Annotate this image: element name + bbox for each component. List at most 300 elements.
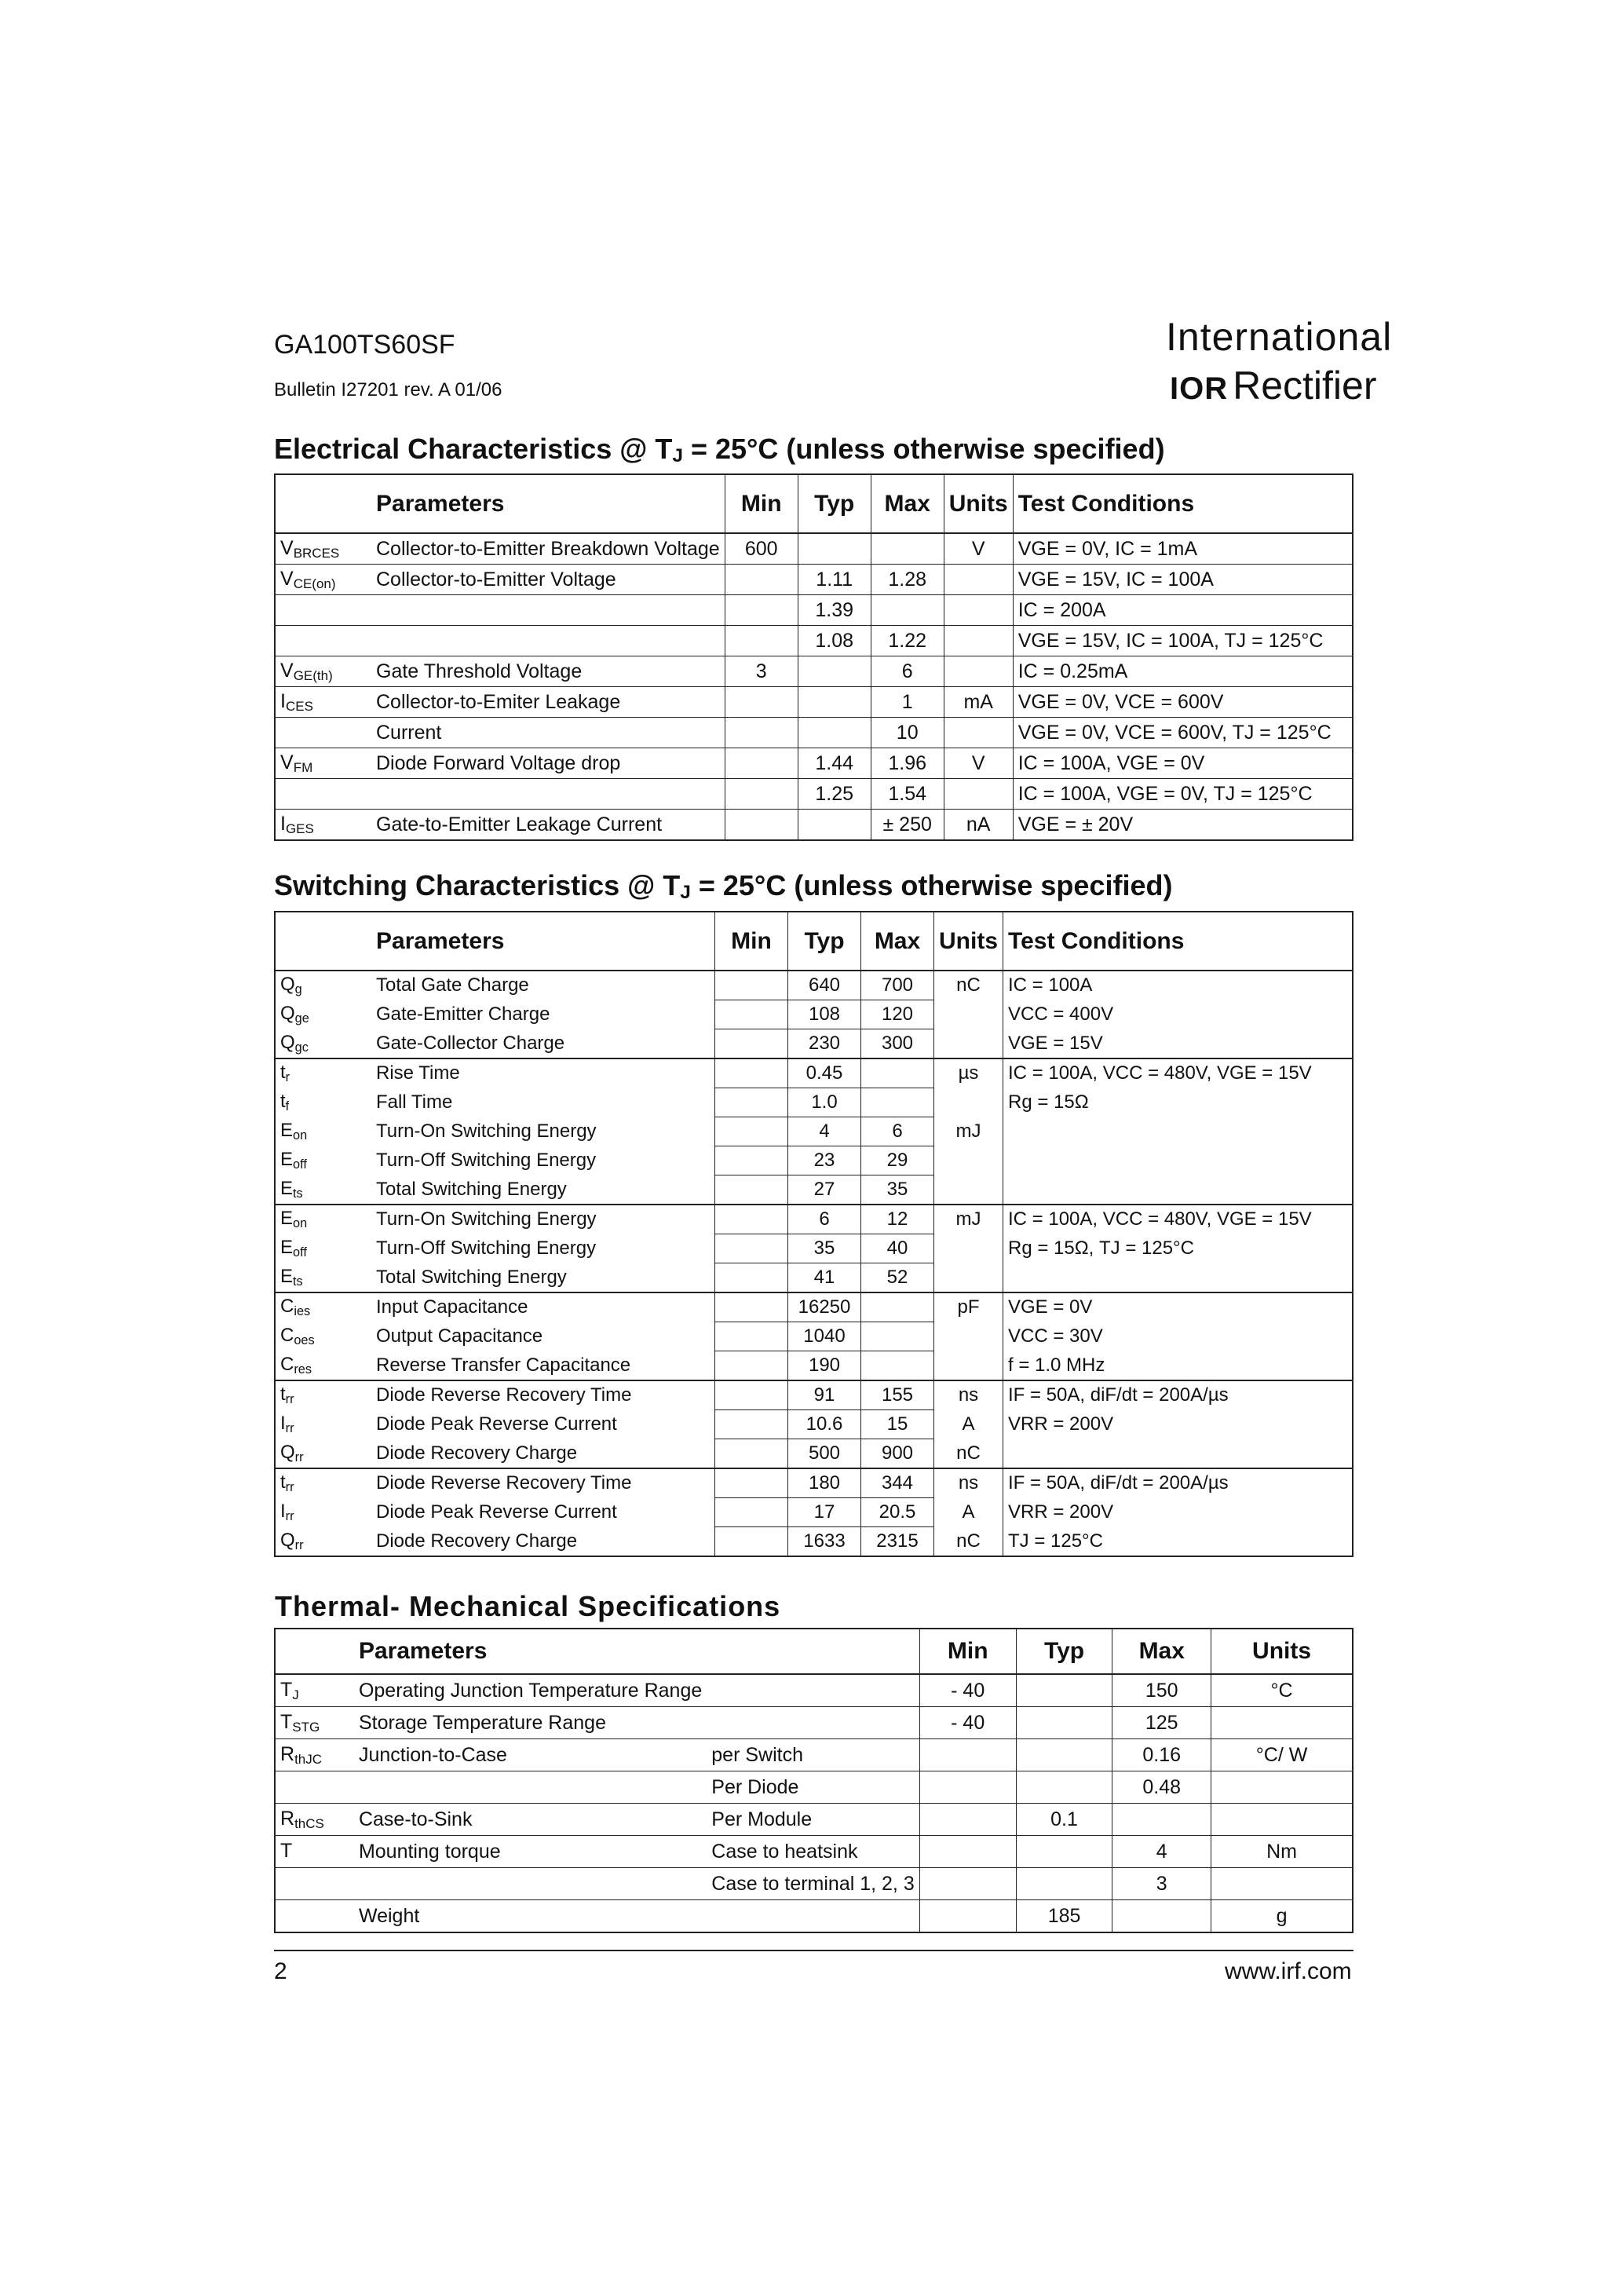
- typ-cell: 0.1: [1016, 1804, 1112, 1836]
- test-condition-cell: Rg = 15Ω: [1003, 1088, 1353, 1117]
- table-row: [275, 1804, 1353, 1836]
- typ-cell: 17: [788, 1498, 861, 1527]
- symbol-cell: [275, 1117, 371, 1146]
- symbol: I: [280, 1501, 286, 1522]
- symbol-subscript: rr: [285, 1509, 294, 1523]
- table-header-row: [275, 912, 1353, 971]
- symbol-subscript: off: [293, 1245, 307, 1260]
- min-cell: [715, 1205, 788, 1234]
- table-row: [275, 1263, 1353, 1293]
- symbol-subscript: GES: [285, 821, 314, 836]
- min-cell: [715, 1380, 788, 1410]
- units-cell: [934, 1263, 1003, 1293]
- symbol: R: [280, 1807, 295, 1830]
- units-cell: [944, 565, 1013, 595]
- symbol: E: [280, 1177, 294, 1199]
- units-cell: nC: [934, 1527, 1003, 1557]
- typ-cell: 1.08: [798, 626, 871, 656]
- parameter-cell: Storage Temperature Range: [354, 1707, 707, 1739]
- table-row: [275, 1527, 1353, 1557]
- parameter-cell: Junction-to-Case: [354, 1739, 707, 1771]
- symbol-cell: [275, 1527, 371, 1557]
- test-condition-cell: IC = 100A: [1003, 971, 1353, 1000]
- min-cell: [715, 1029, 788, 1059]
- symbol-cell: [275, 1439, 371, 1469]
- symbol: I: [280, 812, 286, 835]
- symbol-cell: [275, 1351, 371, 1381]
- parameter-cell: Fall Time: [376, 1091, 453, 1113]
- table-row: [275, 1868, 1353, 1900]
- typ-cell: 27: [788, 1175, 861, 1205]
- parameter-cell: Turn-Off Switching Energy: [376, 1150, 597, 1171]
- test-condition-cell: Rg = 15Ω, TJ = 125°C: [1003, 1234, 1353, 1263]
- symbol-cell: [275, 1058, 371, 1088]
- symbol: V: [280, 536, 294, 559]
- test-condition-cell: IC = 100A, VGE = 0V: [1013, 748, 1353, 779]
- test-condition-cell: VCC = 30V: [1003, 1322, 1353, 1351]
- symbol-cell: [275, 810, 371, 841]
- symbol-subscript: STG: [292, 1719, 320, 1735]
- symbol-subscript: on: [293, 1128, 308, 1143]
- electrical-characteristics-table: [274, 473, 1353, 841]
- min-cell: [715, 1292, 788, 1322]
- test-condition-cell: VCC = 400V: [1003, 1000, 1353, 1029]
- typ-cell: 16250: [788, 1292, 861, 1322]
- header-typ: Typ: [1016, 1629, 1112, 1674]
- min-cell: 600: [725, 533, 798, 565]
- symbol: R: [280, 1742, 295, 1765]
- typ-cell: 6: [788, 1205, 861, 1234]
- typ-cell: 185: [1016, 1900, 1112, 1933]
- symbol: E: [280, 1208, 294, 1230]
- units-cell: g: [1211, 1900, 1353, 1933]
- table-row: [275, 1000, 1353, 1029]
- table-row: [275, 1175, 1353, 1205]
- table-row: [275, 687, 1353, 718]
- min-cell: - 40: [919, 1707, 1016, 1739]
- symbol-subscript: FM: [293, 759, 313, 775]
- max-cell: [861, 1058, 934, 1088]
- table-row: [275, 779, 1353, 810]
- test-condition-cell: [1003, 1439, 1353, 1469]
- max-cell: 300: [861, 1029, 934, 1059]
- table-row: [275, 1498, 1353, 1527]
- parameter-cell: Total Switching Energy: [376, 1178, 567, 1200]
- sub-parameter-cell: Per Module: [707, 1804, 919, 1836]
- symbol-subscript: thJC: [294, 1751, 323, 1767]
- symbol-subscript: ies: [294, 1304, 311, 1319]
- units-cell: pF: [934, 1292, 1003, 1322]
- max-cell: [861, 1088, 934, 1117]
- min-cell: [715, 1146, 788, 1175]
- units-cell: [934, 1322, 1003, 1351]
- symbol-cell: [275, 1771, 354, 1804]
- units-cell: [934, 1088, 1003, 1117]
- parameter-cell: Total Gate Charge: [371, 971, 715, 1000]
- max-cell: 4: [1112, 1836, 1211, 1868]
- parameter-cell: [354, 1771, 707, 1804]
- typ-cell: 1.25: [798, 779, 871, 810]
- header-parameters: Parameters: [371, 912, 715, 971]
- typ-cell: 1.44: [798, 748, 871, 779]
- symbol: E: [280, 1237, 294, 1258]
- parameter-cell: Gate-Collector Charge: [376, 1032, 565, 1054]
- logo-rectifier: [1170, 363, 1377, 408]
- max-cell: 1.96: [871, 748, 944, 779]
- min-cell: [725, 595, 798, 626]
- symbol-subscript: rr: [285, 1480, 294, 1495]
- symbol: C: [280, 1296, 294, 1318]
- symbol: E: [280, 1120, 294, 1141]
- parameter-cell: Gate-Emitter Charge: [376, 1004, 550, 1025]
- min-cell: [715, 1527, 788, 1557]
- symbol: V: [280, 659, 294, 682]
- table-row: [275, 1292, 1353, 1322]
- min-cell: [725, 810, 798, 841]
- test-condition-cell: [1003, 1263, 1353, 1293]
- units-cell: ns: [934, 1380, 1003, 1410]
- max-cell: [1112, 1804, 1211, 1836]
- test-condition-cell: [1003, 1175, 1353, 1205]
- test-condition-cell: VGE = 15V, IC = 100A: [1013, 565, 1353, 595]
- min-cell: [725, 687, 798, 718]
- test-condition-cell: IC = 200A: [1013, 595, 1353, 626]
- units-cell: [934, 1000, 1003, 1029]
- test-condition-cell: TJ = 125°C: [1003, 1527, 1353, 1557]
- parameter-cell: Rise Time: [371, 1058, 715, 1088]
- max-cell: [861, 1351, 934, 1381]
- symbol: C: [280, 1353, 294, 1375]
- typ-cell: [1016, 1707, 1112, 1739]
- header-test-conditions: Test Conditions: [1013, 474, 1353, 533]
- table-row: [275, 1468, 1353, 1498]
- max-cell: 10: [871, 718, 944, 748]
- units-cell: [934, 1029, 1003, 1059]
- units-cell: [944, 656, 1013, 687]
- parameter-cell: Case-to-Sink: [354, 1804, 707, 1836]
- sub-parameter-cell: Case to heatsink: [707, 1836, 919, 1868]
- table-row: [275, 1739, 1353, 1771]
- table-row: [275, 1234, 1353, 1263]
- test-condition-cell: VGE = 0V, IC = 1mA: [1013, 533, 1353, 565]
- symbol-cell: [275, 1468, 371, 1498]
- symbol-cell: [275, 595, 371, 626]
- sub-parameter-cell: Case to terminal 1, 2, 3: [707, 1868, 919, 1900]
- header-typ: Typ: [788, 912, 861, 971]
- table-row: [275, 1117, 1353, 1146]
- test-condition-cell: [1003, 1146, 1353, 1175]
- typ-cell: 35: [788, 1234, 861, 1263]
- typ-cell: 1040: [788, 1322, 861, 1351]
- symbol-subscript: CES: [285, 698, 313, 714]
- max-cell: 900: [861, 1439, 934, 1469]
- parameter-cell: Diode Reverse Recovery Time: [371, 1468, 715, 1498]
- max-cell: 700: [861, 971, 934, 1000]
- units-cell: mJ: [934, 1205, 1003, 1234]
- max-cell: 125: [1112, 1707, 1211, 1739]
- symbol-cell: [275, 1410, 371, 1439]
- max-cell: 3: [1112, 1868, 1211, 1900]
- typ-cell: 1.39: [798, 595, 871, 626]
- symbol-subscript: oes: [294, 1333, 315, 1347]
- typ-cell: 10.6: [788, 1410, 861, 1439]
- units-cell: °C/ W: [1211, 1739, 1353, 1771]
- typ-cell: 41: [788, 1263, 861, 1293]
- table-row: [275, 1900, 1353, 1933]
- symbol: t: [280, 1062, 286, 1084]
- typ-cell: 1.0: [788, 1088, 861, 1117]
- sub-parameter-cell: [707, 1674, 919, 1707]
- parameter-cell: Input Capacitance: [371, 1292, 715, 1322]
- header-max: Max: [871, 474, 944, 533]
- max-cell: 150: [1112, 1674, 1211, 1707]
- symbol-cell: [275, 971, 371, 1000]
- header-symbol: [275, 474, 371, 533]
- max-cell: 120: [861, 1000, 934, 1029]
- typ-cell: [1016, 1674, 1112, 1707]
- symbol-subscript: ts: [293, 1274, 303, 1289]
- typ-cell: 1633: [788, 1527, 861, 1557]
- units-cell: [1211, 1804, 1353, 1836]
- units-cell: [934, 1351, 1003, 1381]
- min-cell: [715, 1263, 788, 1293]
- thermal-mechanical-table: [274, 1628, 1353, 1933]
- parameter-cell: Diode Reverse Recovery Time: [371, 1380, 715, 1410]
- sub-parameter-cell: [707, 1900, 919, 1933]
- table-header-row: [275, 474, 1353, 533]
- min-cell: [715, 1498, 788, 1527]
- electrical-characteristics-title: Electrical Characteristics @ $T_J = 25^\circ C$ (unless otherwise specified): [274, 433, 1165, 466]
- header-units: Units: [934, 912, 1003, 971]
- parameter-cell: Turn-Off Switching Energy: [376, 1238, 597, 1259]
- symbol-subscript: on: [293, 1216, 308, 1231]
- switching-characteristics-title: Switching Characteristics @ $T_J = 25^\circ C$ (unless otherwise specified): [274, 869, 1173, 903]
- parameter-cell: Turn-On Switching Energy: [371, 1205, 715, 1234]
- parameter-cell: Gate-to-Emitter Leakage Current: [371, 810, 725, 841]
- symbol: E: [280, 1265, 294, 1287]
- units-cell: nA: [944, 810, 1013, 841]
- parameter-cell: Current: [371, 718, 725, 748]
- symbol-cell: [275, 748, 371, 779]
- symbol: I: [280, 689, 286, 712]
- max-cell: 1: [871, 687, 944, 718]
- symbol: I: [280, 1413, 286, 1434]
- symbol-subscript: rr: [285, 1421, 294, 1435]
- table-row: [275, 656, 1353, 687]
- symbol-cell: [275, 1234, 371, 1263]
- units-cell: A: [934, 1498, 1003, 1527]
- max-cell: [871, 595, 944, 626]
- min-cell: [919, 1804, 1016, 1836]
- sub-parameter-cell: Per Diode: [707, 1771, 919, 1804]
- header-units: Units: [1211, 1629, 1353, 1674]
- symbol-cell: [275, 687, 371, 718]
- min-cell: [919, 1900, 1016, 1933]
- table-row: [275, 1029, 1353, 1059]
- symbol-cell: [275, 626, 371, 656]
- logo-international: International: [1166, 315, 1393, 359]
- footer-divider: [274, 1950, 1353, 1951]
- min-cell: [919, 1868, 1016, 1900]
- symbol: C: [280, 1325, 294, 1346]
- max-cell: 1.22: [871, 626, 944, 656]
- units-cell: Nm: [1211, 1836, 1353, 1868]
- symbol-subscript: ge: [294, 1011, 309, 1026]
- min-cell: [715, 1234, 788, 1263]
- max-cell: 0.16: [1112, 1739, 1211, 1771]
- units-cell: nC: [934, 971, 1003, 1000]
- table-row: [275, 595, 1353, 626]
- min-cell: [919, 1739, 1016, 1771]
- table-row: [275, 810, 1353, 841]
- table-row: [275, 1146, 1353, 1175]
- symbol-cell: [275, 1088, 371, 1117]
- typ-cell: [798, 656, 871, 687]
- units-cell: [944, 595, 1013, 626]
- max-cell: 0.48: [1112, 1771, 1211, 1804]
- max-cell: 40: [861, 1234, 934, 1263]
- max-cell: 6: [861, 1117, 934, 1146]
- symbol: T: [280, 1839, 293, 1862]
- typ-cell: [1016, 1771, 1112, 1804]
- min-cell: [715, 1000, 788, 1029]
- table-row: [275, 1205, 1353, 1234]
- header-parameters: Parameters: [354, 1629, 919, 1674]
- min-cell: [715, 1351, 788, 1381]
- parameter-cell: [354, 1868, 707, 1900]
- header-max: Max: [861, 912, 934, 971]
- parameter-cell: Collector-to-Emitter Breakdown Voltage: [371, 533, 725, 565]
- test-condition-cell: IC = 100A, VGE = 0V, TJ = 125°C: [1013, 779, 1353, 810]
- typ-cell: [798, 533, 871, 565]
- max-cell: 29: [861, 1146, 934, 1175]
- table-row: [275, 1771, 1353, 1804]
- table-row: [275, 1707, 1353, 1739]
- test-condition-cell: f = 1.0 MHz: [1003, 1351, 1353, 1381]
- sub-parameter-cell: [707, 1707, 919, 1739]
- symbol-cell: [275, 1000, 371, 1029]
- table-row: [275, 1439, 1353, 1469]
- max-cell: 12: [861, 1205, 934, 1234]
- max-cell: [861, 1292, 934, 1322]
- symbol: Q: [280, 974, 295, 996]
- header-units: Units: [944, 474, 1013, 533]
- max-cell: 20.5: [861, 1498, 934, 1527]
- max-cell: 155: [861, 1380, 934, 1410]
- test-condition-cell: [1003, 1117, 1353, 1146]
- symbol-subscript: J: [292, 1687, 299, 1702]
- units-cell: mA: [944, 687, 1013, 718]
- parameter-cell: Collector-to-Emiter Leakage: [371, 687, 725, 718]
- symbol: Q: [280, 1031, 295, 1053]
- thermal-mechanical-title: Thermal- Mechanical Specifications: [275, 1590, 781, 1622]
- table-row: [275, 1674, 1353, 1707]
- units-cell: [1211, 1868, 1353, 1900]
- max-cell: 35: [861, 1175, 934, 1205]
- min-cell: [715, 971, 788, 1000]
- symbol: t: [280, 1091, 286, 1112]
- header-parameters: Parameters: [371, 474, 725, 533]
- parameter-cell: Turn-On Switching Energy: [376, 1121, 597, 1142]
- min-cell: [725, 626, 798, 656]
- parameter-cell: Diode Peak Reverse Current: [376, 1413, 617, 1435]
- table-row: [275, 748, 1353, 779]
- symbol-subscript: GE(th): [293, 667, 333, 683]
- table-row: [275, 971, 1353, 1000]
- part-number: GA100TS60SF: [274, 330, 455, 360]
- max-cell: 52: [861, 1263, 934, 1293]
- units-cell: [1211, 1707, 1353, 1739]
- test-condition-cell: IC = 0.25mA: [1013, 656, 1353, 687]
- sub-parameter-cell: per Switch: [707, 1739, 919, 1771]
- symbol-subscript: ts: [293, 1186, 303, 1201]
- symbol-subscript: thCS: [294, 1815, 324, 1831]
- parameter-cell: [371, 626, 725, 656]
- typ-cell: 180: [788, 1468, 861, 1498]
- symbol: V: [280, 567, 294, 590]
- min-cell: [715, 1175, 788, 1205]
- test-condition-cell: VGE = 15V: [1003, 1029, 1353, 1059]
- symbol-subscript: rr: [285, 1392, 294, 1407]
- typ-cell: 0.45: [788, 1058, 861, 1088]
- table-row: [275, 565, 1353, 595]
- table-row: [275, 533, 1353, 565]
- table-header-row: [275, 1629, 1353, 1674]
- parameter-cell: [371, 595, 725, 626]
- typ-cell: 190: [788, 1351, 861, 1381]
- symbol-subscript: rr: [294, 1537, 304, 1552]
- symbol: t: [280, 1472, 286, 1493]
- test-condition-cell: VGE = 0V, VCE = 600V, TJ = 125°C: [1013, 718, 1353, 748]
- units-cell: [1211, 1771, 1353, 1804]
- header-typ: Typ: [798, 474, 871, 533]
- symbol-cell: [275, 1739, 354, 1771]
- bulletin-number: Bulletin I27201 rev. A 01/06: [274, 379, 502, 400]
- symbol-cell: [275, 565, 371, 595]
- units-cell: °C: [1211, 1674, 1353, 1707]
- symbol-cell: [275, 656, 371, 687]
- typ-cell: [798, 718, 871, 748]
- units-cell: V: [944, 748, 1013, 779]
- symbol-cell: [275, 779, 371, 810]
- units-cell: [934, 1146, 1003, 1175]
- units-cell: µs: [934, 1058, 1003, 1088]
- parameter-cell: Collector-to-Emitter Voltage: [371, 565, 725, 595]
- typ-cell: 91: [788, 1380, 861, 1410]
- min-cell: [919, 1771, 1016, 1804]
- units-cell: [944, 718, 1013, 748]
- parameter-cell: Total Switching Energy: [376, 1266, 567, 1288]
- max-cell: 2315: [861, 1527, 934, 1557]
- symbol: E: [280, 1149, 294, 1170]
- parameter-cell: Diode Recovery Charge: [376, 1530, 578, 1552]
- table-row: [275, 626, 1353, 656]
- typ-cell: [1016, 1868, 1112, 1900]
- website-link[interactable]: www.irf.com: [1225, 1958, 1352, 1984]
- units-cell: V: [944, 533, 1013, 565]
- units-cell: nC: [934, 1439, 1003, 1469]
- min-cell: [725, 748, 798, 779]
- symbol-cell: [275, 1674, 354, 1707]
- parameter-cell: Gate Threshold Voltage: [371, 656, 725, 687]
- min-cell: [715, 1410, 788, 1439]
- typ-cell: 500: [788, 1439, 861, 1469]
- units-cell: mJ: [934, 1117, 1003, 1146]
- switching-characteristics-table: [274, 911, 1353, 1557]
- table-row: [275, 1410, 1353, 1439]
- header-min: Min: [715, 912, 788, 971]
- symbol-cell: [275, 1029, 371, 1059]
